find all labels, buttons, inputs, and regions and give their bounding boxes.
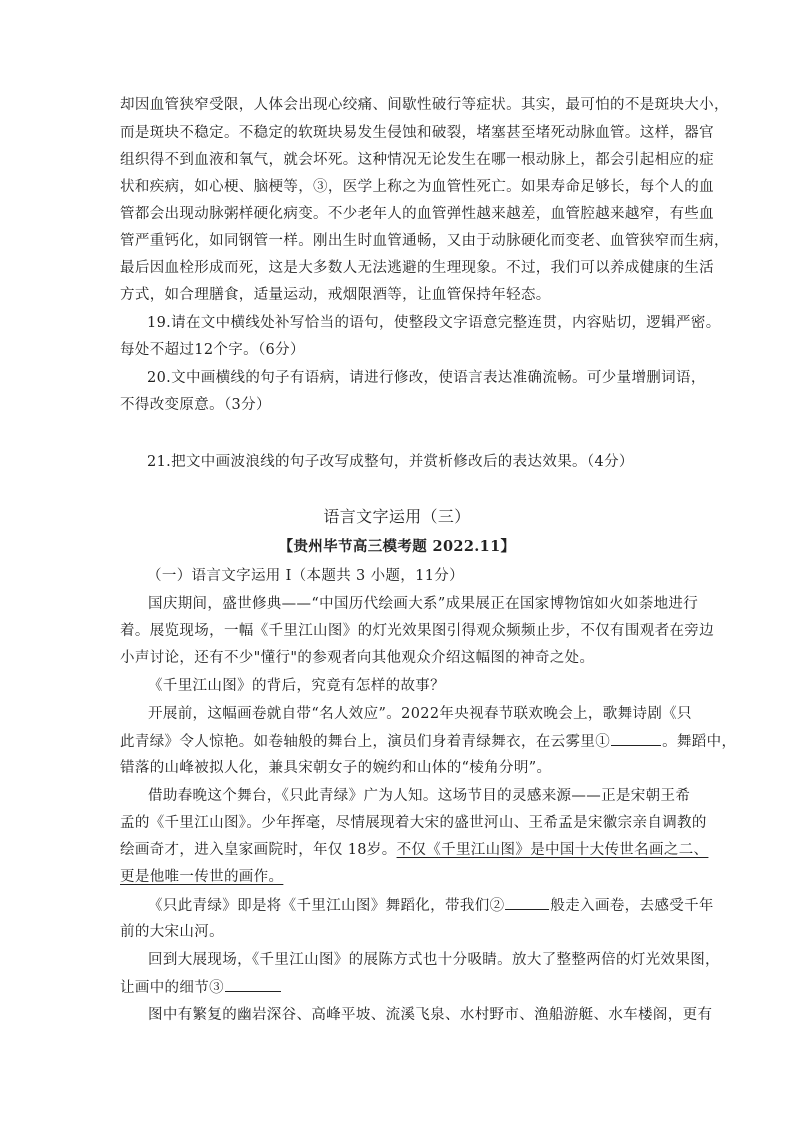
passage1-line-2: 而是斑块不稳定。不稳定的软斑块易发生侵蚀和破裂，堵塞甚至堵死动脉血管。这样，器官 [120,125,714,141]
passage2-p4-line-4 [120,867,680,887]
p3-line-2-text: 此青绿》令人惊艳。如卷轴般的舞台上，演员们身着青绿舞衣，在云雾里 [120,734,596,750]
section-source: 【贵州毕节高三模考题 2022.11】 [278,538,516,555]
question-20-line-2: 不得改变原意。（3分） [120,397,271,413]
question-19-line-1: 19.请在文中横线处补写恰当的语句，使整段文字语意完整连贯，内容贴切，逻辑严密。 [147,315,721,331]
passage2-p6-line-2 [120,977,680,998]
passage1-line-4: 状和疾病，如心梗、脑梗等，③，医学上称之为血管性死亡。如果寿命足够长，每个人的血 [120,179,714,195]
section-title: 语言文字运用（三） [323,507,471,526]
p5-line-1-tail: 般走入画卷，去感受千年 [550,898,714,914]
passage2-p3-line-1: 开展前，这幅画卷就自带“名人效应”。2022年央视春节联欢晚会上，歌舞诗剧《只 [148,706,692,722]
passage2-p4-line-2: 孟的《千里江山图》。少年挥毫，尽情展现着大宋的盛世河山、王希孟是宋徽宗亲自调教的 [120,815,707,831]
underlined-sentence-part-2: 更是他唯一传世的画作。 [120,869,284,885]
passage2-p3-line-3: 错落的山峰被拟人化，兼具宋朝女子的婉约和山体的“棱角分明”。 [120,760,552,776]
passage2-p3-line-2 [120,731,737,752]
passage2-p4-line-1: 借助春晚这个舞台，《只此青绿》广为人知。这场节目的灵感来源——正是宋朝王希 [148,788,691,804]
blank-1-line [611,731,661,746]
blank-1-marker: ① [595,734,611,750]
blank-2-line [505,895,549,910]
question-21: 21.把文中画波浪线的句子改写成整句，并赏析修改后的表达效果。（4分） [147,454,634,470]
p6-line-2-text: 让画中的细节 [120,980,210,996]
blank-3-line [225,977,281,992]
question-19-line-2: 每处不超过12个字。（6分） [120,342,305,358]
passage1-line-3: 组织得不到血液和氧气，就会坏死。这种情况无论发生在哪一根动脉上，都会引起相应的症 [120,152,714,168]
p4-line-3-text: 绘画奇才，进入皇家画院时，年仅 18岁。 [120,842,397,858]
question-20-line-1: 20.文中画横线的句子有语病，请进行修改，使语言表达准确流畅。可少量增删词语， [147,370,706,386]
section-subtitle: （一）语言文字运用 I（本题共 3 小题，11分） [147,568,464,584]
blank-3-marker: ③ [209,980,224,996]
p3-line-2-tail: 。舞蹈中， [662,734,737,750]
passage2-p5-line-1 [148,895,714,916]
passage2-p6-line-1: 回到大展现场，《千里江山图》的展陈方式也十分吸睛。放大了整整两倍的灯光效果图， [148,952,720,968]
passage2-p1-line-3: 小声讨论，还有不少"懂行"的参观者向其他观众介绍这幅图的神奇之处。 [120,650,595,666]
passage1-line-6: 管严重钙化，如同钢管一样。刚出生时血管通畅，又由于动脉硬化而变老、血管狭窄而生病， [120,233,729,249]
passage2-p2: 《千里江山图》的背后，究竟有怎样的故事？ [148,678,445,694]
passage2-p1-line-2: 着。展览现场，一幅《千里江山图》的灯光效果图引得观众频频止步，不仅有围观者在旁边 [120,623,714,639]
passage2-p4-line-3 [120,840,709,860]
p5-line-1-text: 《只此青绿》即是将《千里江山图》舞蹈化，带我们 [148,898,490,914]
passage2-p1-line-1: 国庆期间，盛世修典——“中国历代绘画大系”成果展正在国家博物馆如火如荼地进行 [148,596,699,612]
passage2-p7-line-1: 图中有繁复的幽岩深谷、高峰平坡、流溪飞泉、水村野市、渔船游艇、水车楼阁，更有 [148,1007,713,1023]
passage1-line-5: 管都会出现动脉粥样硬化病变。不少老年人的血管弹性越来越差，血管腔越来越窄，有些血 [120,206,714,222]
passage2-p5-line-2: 前的大宋山河。 [120,924,224,940]
passage1-line-1: 却因血管狭窄受限，人体会出现心绞痛、间歇性破行等症状。其实，最可怕的不是斑块大小， [120,97,729,113]
passage1-line-7: 最后因血栓形成而死，这是大多数人无法逃避的生理现象。不过，我们可以养成健康的生活 [120,260,714,276]
underlined-sentence-part-1: 不仅《千里江山图》是中国十大传世名画之二、 [396,842,709,858]
passage1-line-8: 方式，如合理膳食，适量运动，戒烟限酒等，让血管保持年轻态。 [120,287,551,303]
blank-2-marker: ② [489,898,505,914]
